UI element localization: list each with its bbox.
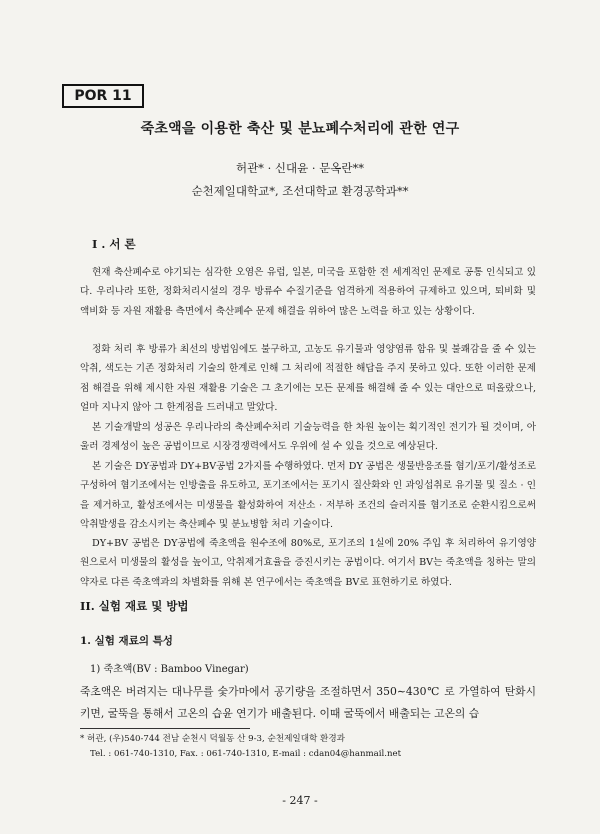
intro-paragraph-1 [80,263,536,321]
paper-title: 죽초액을 이용한 축산 및 분뇨폐수처리에 관한 연구 [140,121,460,137]
intro-paragraph-4 [80,457,536,534]
materials-paragraph [80,681,536,725]
intro-paragraph-5 [80,534,536,592]
intro-paragraph-2 [80,340,536,417]
intro-paragraph-5-text: DY+BV 공법은 DY공법에 죽초액을 원수조에 80%로, 포기조의 1실에 20% 주입 후 처리하여 유기영양원으로서 미생물의 활성을 높이고, 악취제거효율을 증진시키는 공법이다. 여기서 BV는 죽초액을 칭하는 말의 약자로 다른 죽초액과의 차별화를 위해 본 연구에서는 죽초액을 BV로 표현하기로 하였다. [80,538,536,588]
intro-paragraph-3-text: 본 기술개발의 성공은 우리나라의 축산폐수처리 기술능력을 한 차원 높이는 획기적인 전기가 될 것이며, 아울러 경제성이 높은 공법이므로 시장경쟁력에서도 우위에 설 수 있을 것으로 예상된다. [80,422,536,453]
material-item-bamboo-vinegar: 1) 죽초액(BV : Bamboo Vinegar) [90,664,249,675]
intro-paragraph-3 [80,418,536,457]
author-list: 허관* · 신대윤 · 문옥란** [235,161,365,175]
section-heading-methods: II. 실험 재료 및 방법 [80,599,189,613]
footnote-address: * 허관, (우)540-744 전남 순천시 덕월동 산 9-3, 순천제일대학 환경과 [80,734,345,744]
footnote-contact: Tel. : 061-740-1310, Fax. : 061-740-1310, E-mail : cdan04@hanmail.net [90,749,402,759]
footnote-divider [80,728,250,729]
subsection-heading-materials: 1. 실험 재료의 특성 [80,635,173,647]
paper-id-badge: POR 11 [62,84,144,108]
section-heading-introduction: I . 서 론 [92,237,136,251]
intro-paragraph-2-text: 정화 처리 후 방류가 최선의 방법임에도 불구하고, 고농도 유기물과 영양염류 함유 및 불쾌감을 줄 수 있는 악취, 색도는 기존 정화처리 기술의 한계로 인해 그 처리에 적절한 해답을 주지 못하고 있다. 또한 이러한 문제점 해결을 위해 제시한 자원 재활용 기술은 그 초기에는 모든 문제를 해결해 줄 수 있는 대안으로 떠올랐으나, 얼마 지나지 않아 그 한계점을 드러내고 말았다. [80,344,536,413]
intro-paragraph-1-text: 현재 축산폐수로 야기되는 심각한 오염은 유럽, 일본, 미국을 포함한 전 세계적인 문제로 공통 인식되고 있다. 우리나라 또한, 정화처리시설의 경우 방류수 수질기준을 엄격하게 적용하여 규제하고 있으며, 퇴비화 및 액비화 등 자원 재활용 측면에서 축산폐수 문제 해결을 위하여 많은 노력을 하고 있는 상황이다. [80,267,536,317]
affiliation-list: 순천제일대학교*, 조선대학교 환경공학과** [191,184,409,198]
page-number: - 247 - [282,794,318,807]
materials-paragraph-text: 죽초액은 버려지는 대나무를 숯가마에서 공기량을 조절하면서 350∼430℃ 로 가열하여 탄화시키면, 굴뚝을 통해서 고온의 습윤 연기가 배출된다. 이때 굴뚝에서 배출되는 고온의 습 [80,685,536,720]
intro-paragraph-4-text: 본 기술은 DY공법과 DY+BV공법 2가지를 수행하였다. 먼저 DY 공법은 생물반응조를 혐기/포기/활성조로 구성하여 혐기조에서는 인방출을 유도하고, 포기조에서는 포기시 질산화와 인 과잉섭취로 유기물 및 질소 · 인을 제거하고, 활성조에서는 미생물을 활성화하여 저산소 · 저부하 조건의 슬러지를 혐기조로 순환시킴으로써 악취발생을 감소시키는 축산폐수 및 분뇨병합 처리 기술이다. [80,461,536,530]
